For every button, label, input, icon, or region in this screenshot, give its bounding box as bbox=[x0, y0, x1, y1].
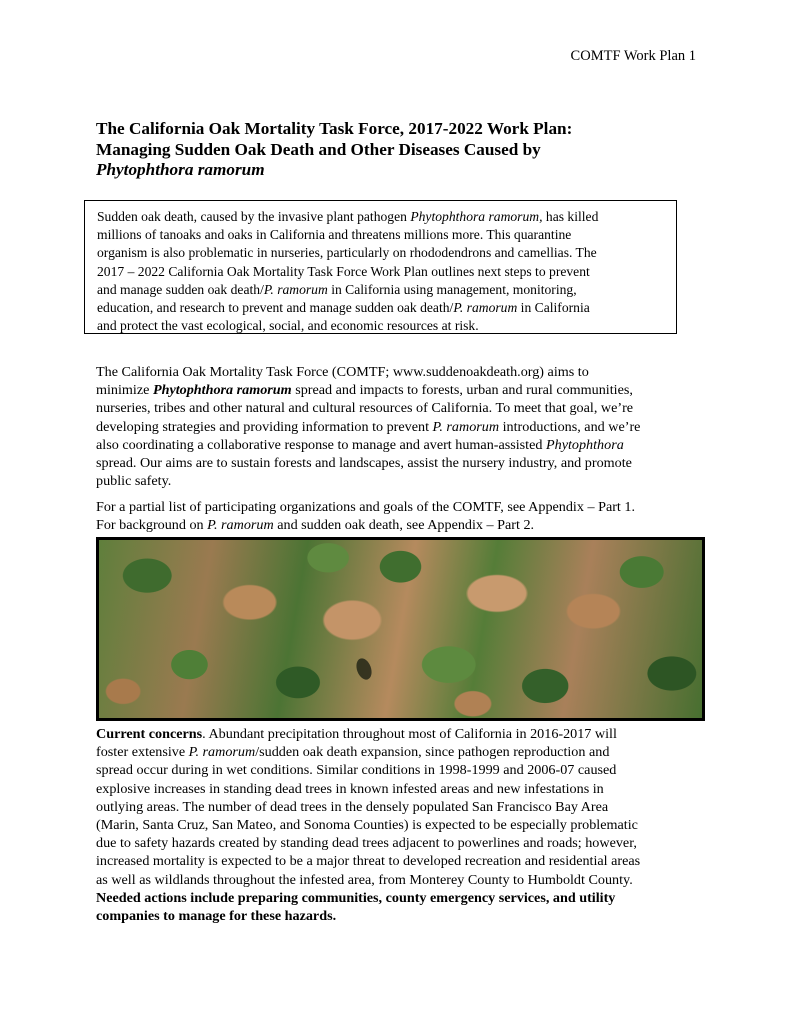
summary-line: Sudden oak death, caused by the invasive plant pathogen Phytophthora ramorum, has killed bbox=[97, 209, 599, 224]
summary-line: millions of tanoaks and oaks in California and threatens millions more. This quarantine bbox=[97, 227, 572, 243]
appendix-paragraph: For a partial list of participating organizations and goals of the COMTF, see Appendix – Part 1. For background on P. ramorum and sudden oak death, see Appendix – Part 2. bbox=[96, 499, 635, 534]
current-concerns-paragraph: Current concerns. Abundant precipitation throughout most of California in 2016-2017 will foster extensive P. ramorum/sudden oak death expansion, since pathogen reproduction and spread occur during in wet conditions. Similar conditions in 1998-1999 and 2006-07 caused explosive increases in standing dead trees in known infested areas and new infestations in outlying areas. The number of dead trees in the densely populated San Francisco Bay Area (Marin, Santa Cruz, San Mateo, and Sonoma Counties) is expected to be especially problematic due to safety hazards created by standing dead trees adjacent to powerlines and roads; however, increased mortality is expected to be a major threat to developed recreation and residential areas as well as wildlands throughout the infested area, from Monterey County to Humboldt County. Needed actions include preparing communities, county emergency services, and utility companies to manage for these hazards. bbox=[96, 725, 704, 925]
needed-actions-text: companies to manage for these hazards. bbox=[96, 908, 337, 925]
forest-aerial-photo bbox=[96, 537, 705, 721]
intro-paragraph: The California Oak Mortality Task Force (COMTF; www.suddenoakdeath.org) aims to minimize Phytophthora ramorum spread and impacts to forests, urban and rural communities, nurseries, tribes and other natural and cultural resources of California. To meet that goal, we’re developing strategies and providing information to prevent P. ramorum introductions, and we’re also coordinating a collaborative response to manage and avert human-assisted Phytophthora spread. Our aims are to sustain forests and landscapes, assist the nursery industry, and promote public safety. bbox=[96, 364, 641, 490]
summary-line: and protect the vast ecological, social, and economic resources at risk. bbox=[97, 318, 479, 334]
summary-line: 2017 – 2022 California Oak Mortality Task Force Work Plan outlines next steps to prevent bbox=[97, 263, 590, 279]
page-header: COMTF Work Plan 1 bbox=[570, 48, 696, 64]
summary-line: organism is also problematic in nurseries, particularly on rhododendrons and camellias. The bbox=[97, 245, 597, 261]
needed-actions-text: Needed actions include preparing communities, county emergency services, and utility bbox=[96, 889, 616, 906]
summary-line: education, and research to prevent and manage sudden oak death/P. ramorum in California bbox=[97, 300, 590, 316]
summary-line: and manage sudden oak death/P. ramorum in California using management, monitoring, bbox=[97, 281, 577, 297]
current-concerns-heading: Current concerns bbox=[96, 726, 203, 742]
summary-box bbox=[84, 200, 677, 334]
document-title bbox=[96, 119, 696, 181]
title-line-1: The California Oak Mortality Task Force, 2017-2022 Work Plan: bbox=[96, 119, 573, 138]
title-line-3: Phytophthora ramorum bbox=[96, 160, 265, 179]
title-line-2: Managing Sudden Oak Death and Other Diseases Caused by bbox=[96, 139, 541, 159]
helicopter-shadow bbox=[354, 656, 375, 681]
